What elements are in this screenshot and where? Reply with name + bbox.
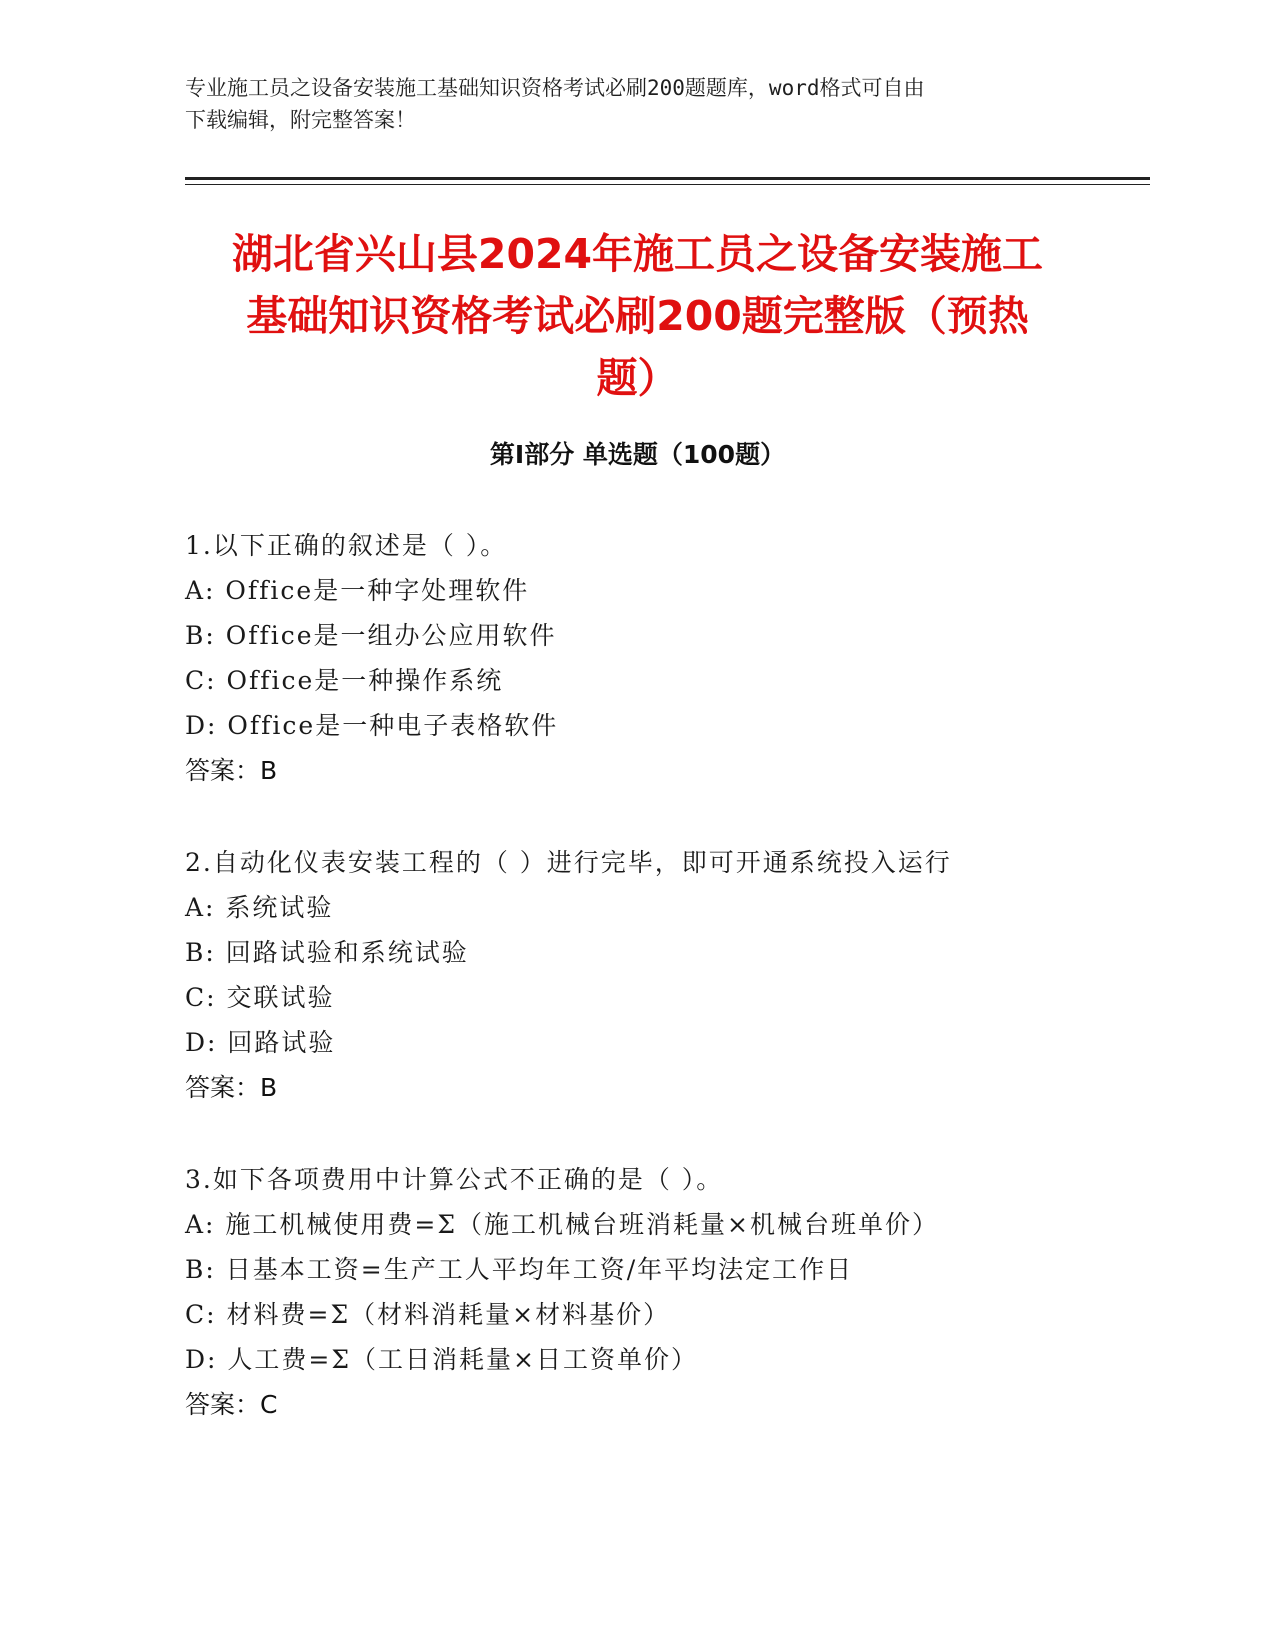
option-a: A: 系统试验 [185,893,334,922]
header-rule-thick [185,177,1150,180]
question-2 [185,840,1085,1110]
question-stem: 1.以下正确的叙述是（ ）。 [185,531,508,560]
document-title-line-2: 基础知识资格考试必刷200题完整版（预热 [246,292,1029,340]
option-c: C: 材料费=Σ（材料消耗量×材料基价） [185,1300,671,1329]
question-stem: 2.自动化仪表安装工程的（ ）进行完毕，即可开通系统投入运行 [185,848,952,877]
question-3 [185,1157,1085,1427]
header-note-line-1: 专业施工员之设备安装施工基础知识资格考试必刷200题题库，word格式可自由 [185,76,925,100]
question-1 [185,523,1085,793]
header-note-line-2: 下载编辑，附完整答案！ [185,108,416,132]
option-d: D: Office是一种电子表格软件 [185,711,559,740]
answer: 答案：B [185,756,278,785]
option-b: B: 回路试验和系统试验 [185,938,469,967]
answer: 答案：B [185,1073,278,1102]
option-d: D: 回路试验 [185,1028,336,1057]
option-b: B: 日基本工资=生产工人平均年工资/年平均法定工作日 [185,1255,854,1284]
option-c: C: 交联试验 [185,983,335,1012]
header-note [185,72,1065,136]
document-title [180,223,1095,409]
option-a: A: Office是一种字处理软件 [185,576,530,605]
header-rule-thin [185,184,1150,185]
option-a: A: 施工机械使用费=Σ（施工机械台班消耗量×机械台班单价） [185,1210,939,1239]
question-list [185,523,1085,1474]
option-c: C: Office是一种操作系统 [185,666,504,695]
option-b: B: Office是一组办公应用软件 [185,621,557,650]
section-title: 第Ⅰ部分 单选题（100题） [489,440,786,469]
option-d: D: 人工费=Σ（工日消耗量×日工资单价） [185,1345,698,1374]
question-stem: 3.如下各项费用中计算公式不正确的是（ ）。 [185,1165,724,1194]
document-title-line-1: 湖北省兴山县2024年施工员之设备安装施工 [231,230,1044,278]
answer: 答案：C [185,1390,278,1419]
document-title-line-3: 题） [596,354,679,402]
